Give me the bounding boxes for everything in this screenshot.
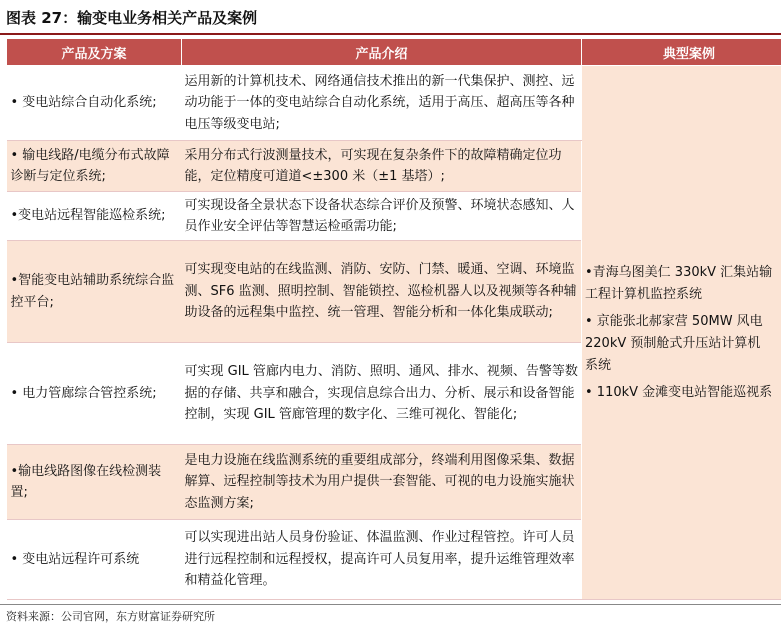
product-intro: 可实现设备全景状态下设备状态综合评价及预警、环境状态感知、人员作业安全评估等智慧运检亟需功能; bbox=[182, 192, 582, 241]
case-line: • 110kV 金滩变电站智能巡视系 bbox=[585, 384, 773, 400]
product-name: • 变电站远程许可系统 bbox=[7, 520, 182, 600]
table-row bbox=[7, 66, 781, 141]
product-intro: 可实现 GIL 管廊内电力、消防、照明、通风、排水、视频、告警等数据的存储、共享和融合，实现信息综合出力、分析、展示和设备智能控制，实现 GIL 管廊管理的数字化、三维可视化、智能化; bbox=[182, 343, 582, 445]
product-intro: 可实现变电站的在线监测、消防、安防、门禁、暖通、空调、环境监测、SF6 监测、照明控制、智能锁控、巡检机器人以及视频等各种辅助设备的远程集中监控、统一管理、智能分析和一体化集成联动; bbox=[182, 241, 582, 343]
products-table bbox=[6, 38, 781, 600]
header-intro: 产品介绍 bbox=[182, 39, 582, 66]
case-line: •青海乌图美仁 330kV 汇集站输 bbox=[585, 264, 773, 280]
footer-divider bbox=[0, 604, 781, 605]
product-name: • 变电站综合自动化系统; bbox=[7, 66, 182, 141]
case-line: 工程计算机监控系统 bbox=[585, 286, 703, 302]
product-intro: 运用新的计算机技术、网络通信技术推出的新一代集保护、测控、远动功能于一体的变电站综合自动化系统，适用于高压、超高压等各种电压等级变电站; bbox=[182, 66, 582, 141]
figure-title: 图表 27：输变电业务相关产品及案例 bbox=[6, 9, 258, 27]
product-intro: 是电力设施在线监测系统的重要组成部分，终端利用图像采集、数据解算、远程控制等技术为用户提供一套智能、可视的电力设施实施状态监测方案; bbox=[182, 445, 582, 520]
table-header-row bbox=[7, 39, 781, 66]
product-name: • 电力管廊综合管控系统; bbox=[7, 343, 182, 445]
product-intro: 可以实现进出站人员身份验证、体温监测、作业过程管控。许可人员进行远程控制和远程授权，提高许可人员复用率，提升运维管理效率和精益化管理。 bbox=[182, 520, 582, 600]
product-intro: 采用分布式行波测量技术，可实现在复杂条件下的故障精确定位功能，定位精度可道道<±300 米（±1 基塔）; bbox=[182, 141, 582, 192]
source-note: 资料来源：公司官网，东方财富证券研究所 bbox=[6, 610, 215, 623]
product-name: •变电站远程智能巡检系统; bbox=[7, 192, 182, 241]
title-divider bbox=[0, 33, 781, 35]
case-line: • 京能张北郝家营 50MW 风电 bbox=[585, 313, 763, 329]
product-name: •输电线路图像在线检测装置; bbox=[7, 445, 182, 520]
case-line: 系统 bbox=[585, 357, 612, 373]
header-product: 产品及方案 bbox=[7, 39, 182, 66]
typical-cases bbox=[582, 66, 781, 600]
header-cases: 典型案例 bbox=[582, 39, 781, 66]
case-line: 220kV 预制舱式升压站计算机 bbox=[585, 335, 761, 351]
product-name: • 输电线路/电缆分布式故障诊断与定位系统; bbox=[7, 141, 182, 192]
product-name: •智能变电站辅助系统综合监控平台; bbox=[7, 241, 182, 343]
